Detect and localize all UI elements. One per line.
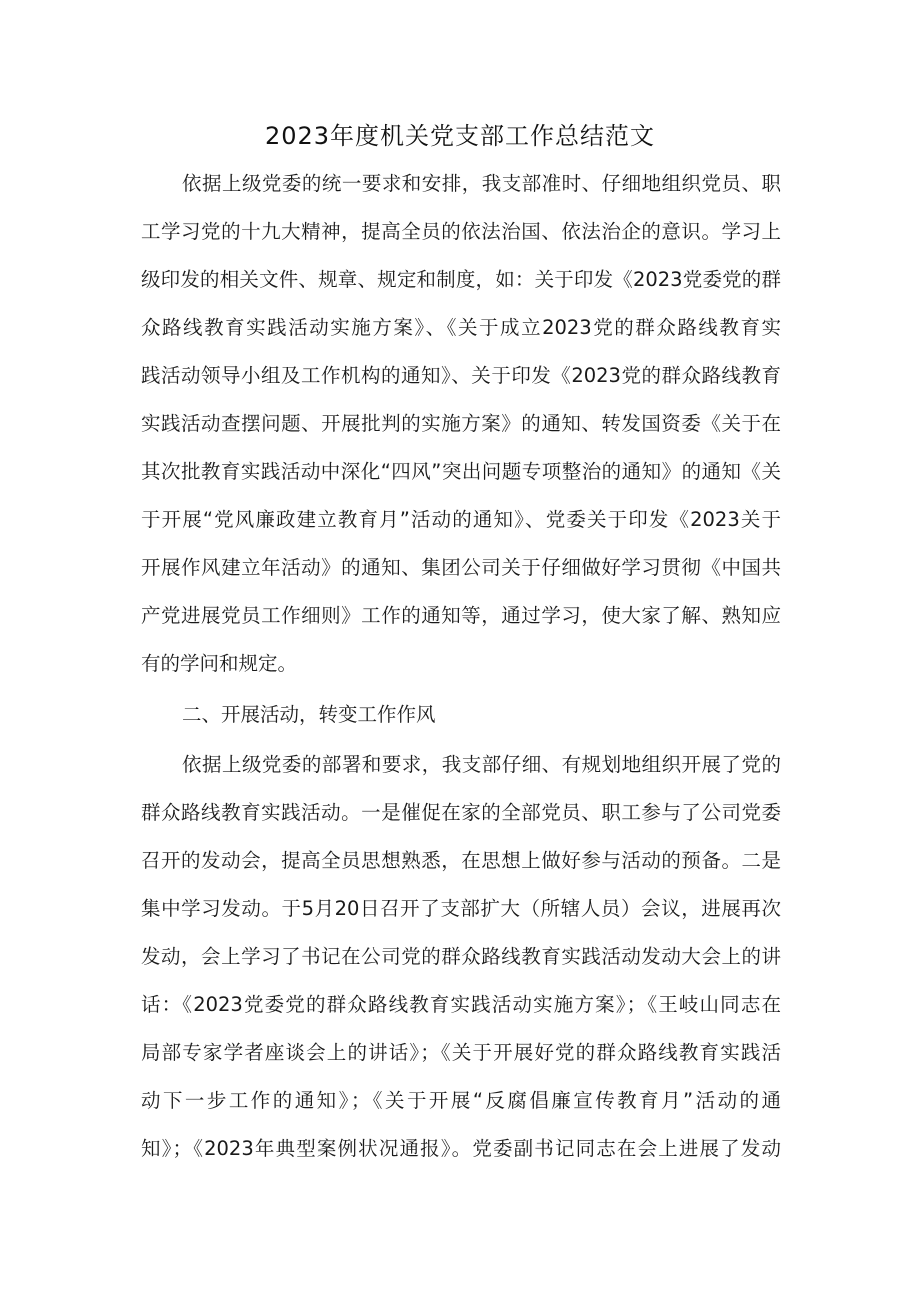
body-line: 工学习党的十九大精神，提高全员的依法治国、依法治企的意识。学习上 [141,220,781,243]
body-line: 实践活动查摆问题、开展批判的实施方案》的通知、转发国资委《关于在 [141,412,781,435]
body-line: 局部专家学者座谈会上的讲话》；《关于开展好党的群众路线教育实践活 [141,1041,781,1064]
body-line: 开展作风建立年活动》的通知、集团公司关于仔细做好学习贯彻《中国共 [141,556,781,579]
body-line: 产党进展党员工作细则》工作的通知等，通过学习，使大家了解、熟知应 [141,604,781,627]
body-line: 召开的发动会，提高全员思想熟悉，在思想上做好参与活动的预备。二是 [141,849,781,872]
body-line: 于开展“党风廉政建立教育月”活动的通知》、党委关于印发《2023关于 [141,508,781,531]
body-line: 知》；《2023年典型案例状况通报》。党委副书记同志在会上进展了发动 [141,1137,781,1160]
section-heading: 二、开展活动，转变工作作风 [182,703,436,726]
body-line: 群众路线教育实践活动。一是催促在家的全部党员、职工参与了公司党委 [141,801,781,824]
body-line: 众路线教育实践活动实施方案》、《关于成立2023党的群众路线教育实 [141,316,781,339]
body-line: 级印发的相关文件、规章、规定和制度，如：关于印发《2023党委党的群 [141,268,781,291]
body-line: 话：《2023党委党的群众路线教育实践活动实施方案》；《王岐山同志在 [141,993,781,1016]
body-line: 依据上级党委的统一要求和安排，我支部准时、仔细地组织党员、职 [182,172,781,195]
body-line: 集中学习发动。于5月20日召开了支部扩大（所辖人员）会议，进展再次 [141,897,781,920]
body-line: 有的学问和规定。 [141,652,298,675]
body-line: 发动，会上学习了书记在公司党的群众路线教育实践活动发动大会上的讲 [141,945,781,968]
body-line: 依据上级党委的部署和要求，我支部仔细、有规划地组织开展了党的 [182,753,781,776]
body-line: 动下一步工作的通知》；《关于开展“反腐倡廉宣传教育月”活动的通 [141,1089,781,1112]
body-line: 其次批教育实践活动中深化“四风”突出问题专项整治的通知》的通知《关 [141,460,781,483]
body-line: 践活动领导小组及工作机构的通知》、关于印发《2023党的群众路线教育 [141,364,781,387]
document-title: 2023年度机关党支部工作总结范文 [264,122,656,150]
